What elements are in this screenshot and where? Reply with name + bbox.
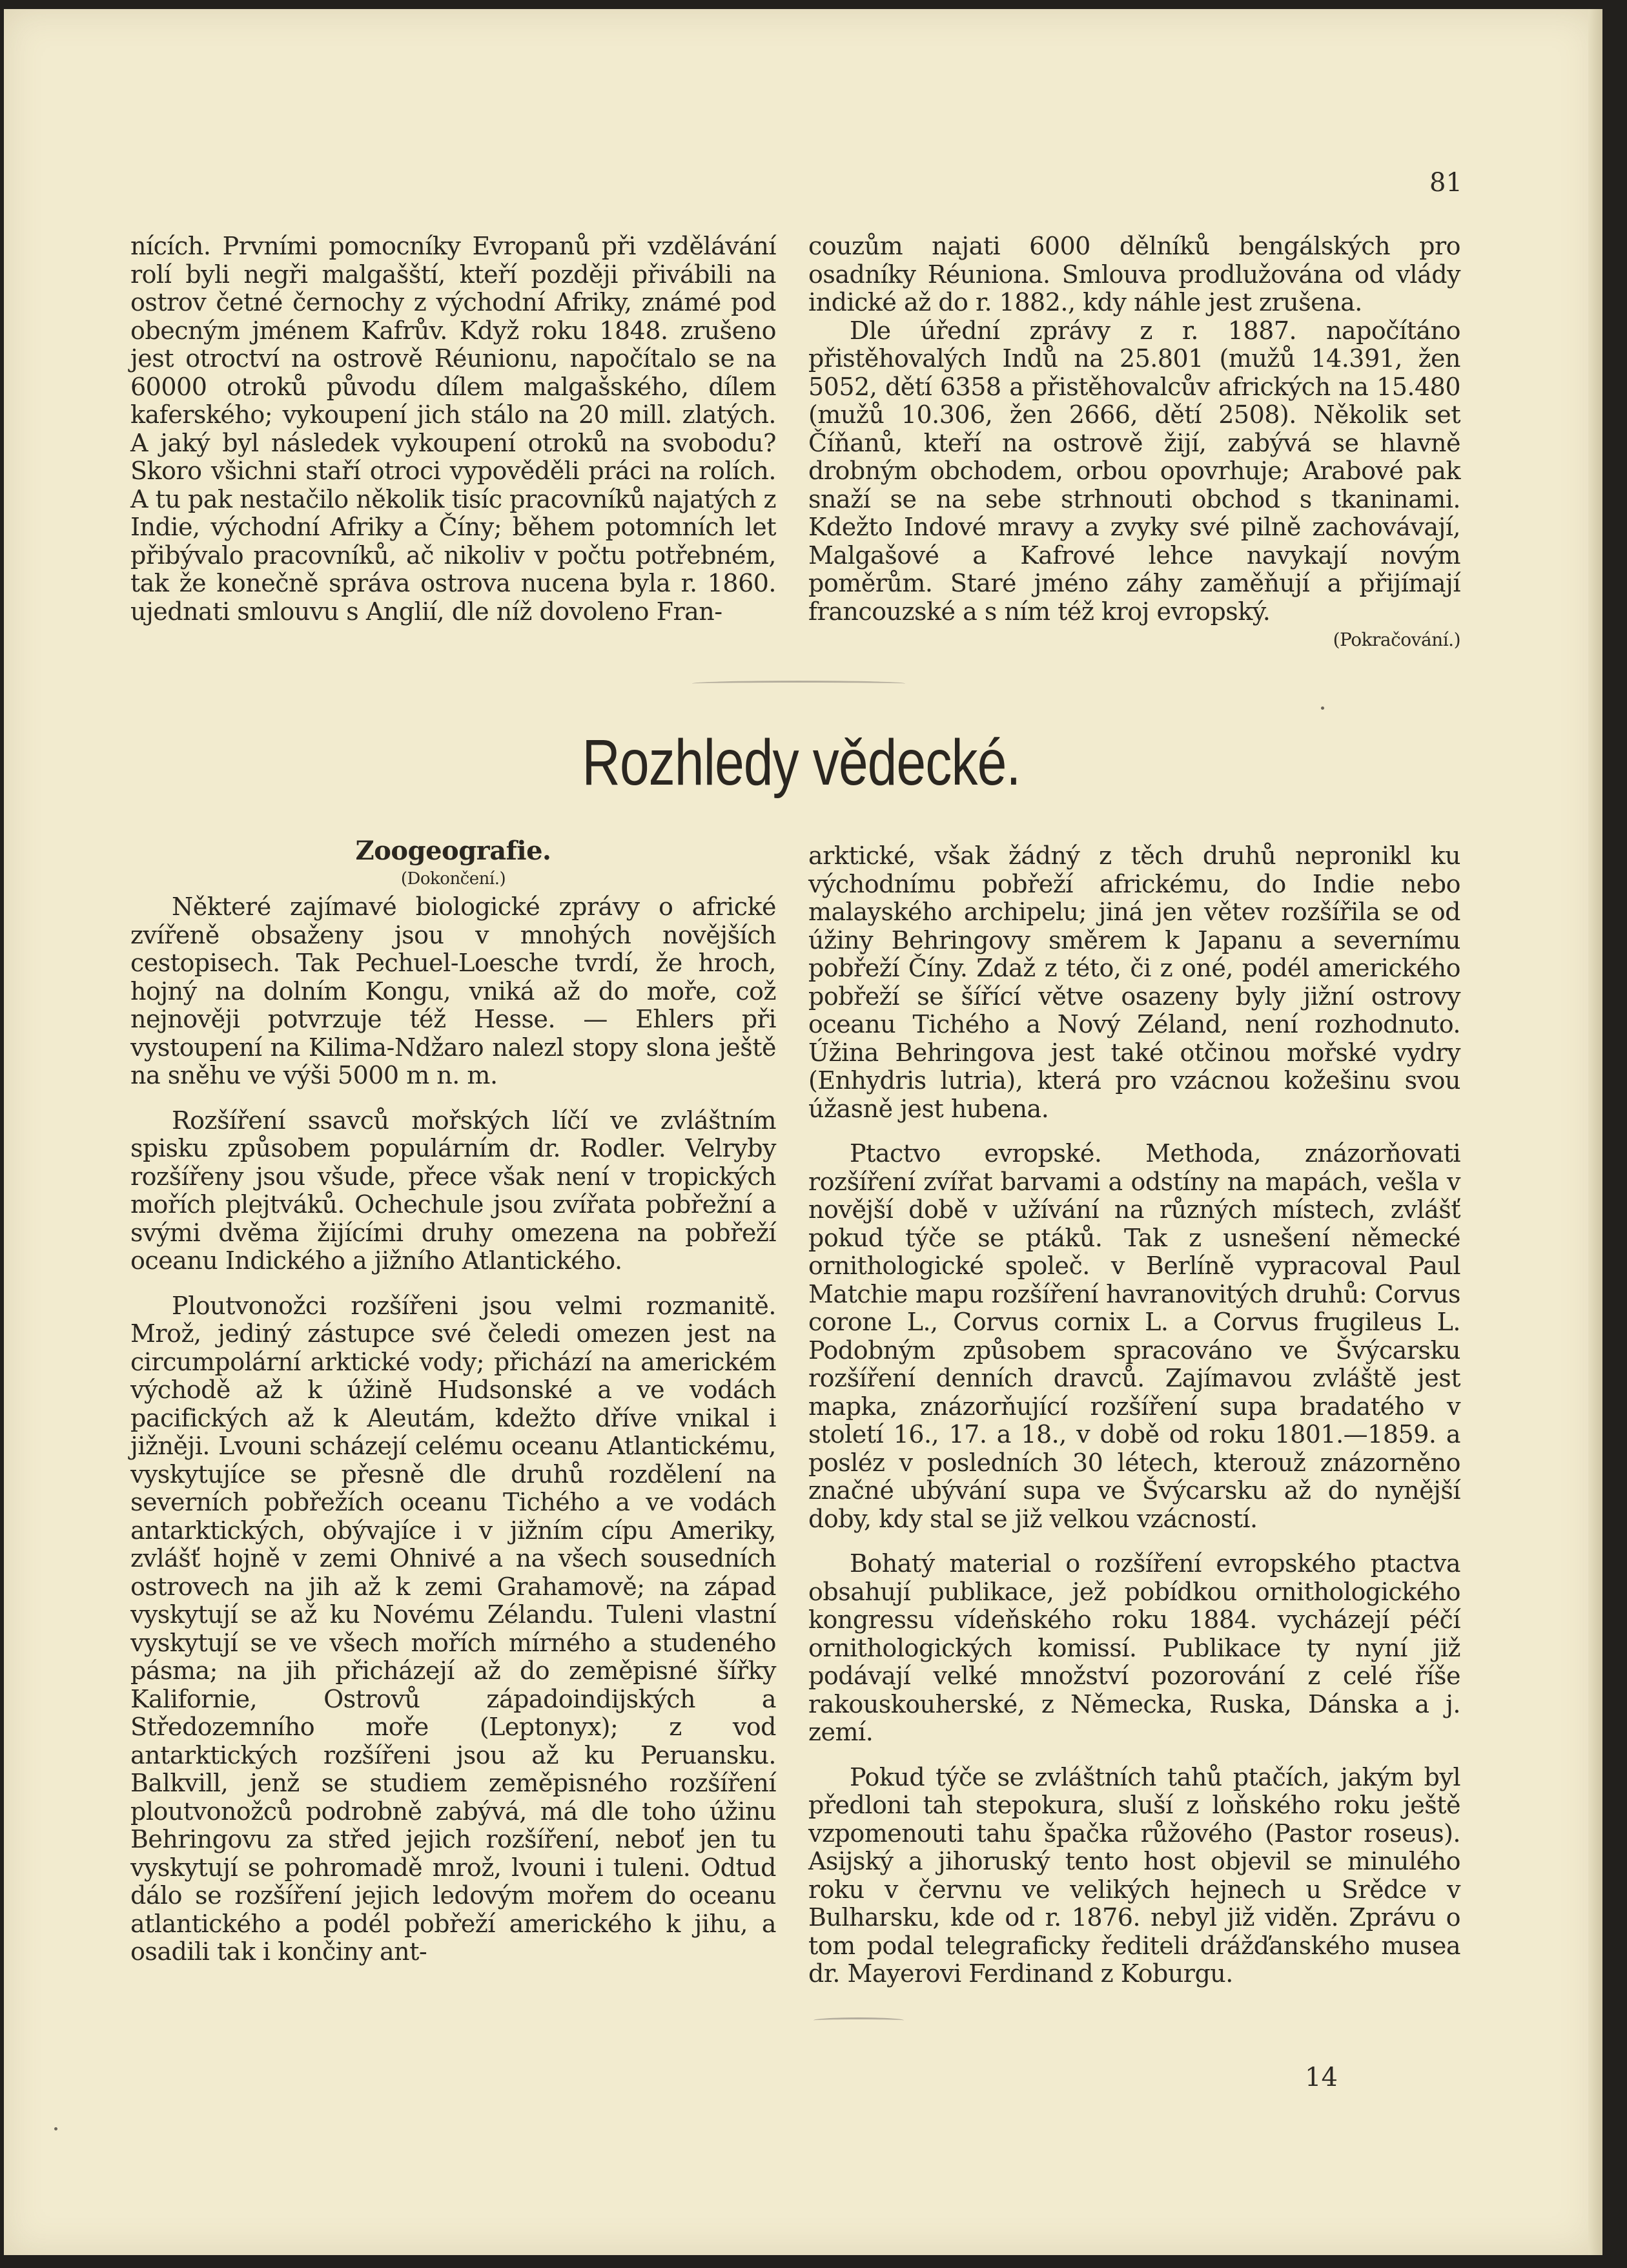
top-left-column [130, 232, 776, 626]
paragraph: Ploutvonožci rozšířeni jsou velmi rozmanitě. Mrož, jediný zástupce své čeledi omezen jest na circumpolární arktické vody; přichází na americkém východě až k úžině Hudsonské a ve vodách pacifických až k Aleutám, kdežto dříve vnikal i jižněji. Lvouni scházejí celému oceanu Atlantickému, vyskytujíce se přesně dle druhů rozdělení na severních pobřežích oceanu Tichého a ve vodách antarktických, obývajíce i v jižním cípu Ameriky, zvlášť hojně v zemi Ohnivé a na všech sousedních ostrovech na jih až k zemi Grahamově; na západ vyskytují se až ku Novému Zélandu. Tuleni vlastní vyskytují se ve všech mořích mírného a studeného pásma; na jih přicházejí až do zeměpisné šířky Kalifornie, Ostrovů západoindijských a Středozemního moře (Leptonyx); z vod antarktických rozšířeni jsou až ku Peruansku. Balkvill, jenž se studiem zeměpisného rozšíření ploutvonožců podrobně zabývá, má dle toho úžinu Behringovu za střed jejich rozšíření, neboť jen tu vyskytují se pohromadě mrož, lvouni i tuleni. Odtud dálo se rozšíření jejich ledovým mořem do oceanu atlantického a podél pobřeží amerického k jihu, a osadili tak i končiny ant- [130, 1291, 776, 1966]
paragraph: Dle úřední zprávy z r. 1887. napočítáno přistěhovalých Indů na 25.801 (mužů 14.391, žen 5052, dětí 6358 a přistěhovalcův afrických na 15.480 (mužů 10.306, žen 2666, dětí 2508). Několik set Číňanů, kteří na ostrově žijí, zabývá se hlavně drobným obchodem, orbou opovrhuje; Arabové pak snaží se na sebe strhnouti obchod s tkaninami. Kdežto Indové mravy a zvyky své pilně zachovávají, Malgašové a Kafrové lehce navykají novým poměrům. Staré jméno záhy zaměňují a přijímají francouzské a s ním též kroj evropský. [808, 316, 1460, 626]
article-left-column [130, 837, 776, 1966]
continued-note: (Pokračování.) [1333, 629, 1460, 650]
page-edge-shadow [1588, 9, 1602, 2255]
page [4, 9, 1599, 2255]
paragraph: Pokud týče se zvláštních tahů ptačích, jakým byl předloni tah stepokura, sluší z loňského roku ještě vzpomenouti tahu špačka růžového (Pastor roseus). Asijský a jihoruský tento host objevil se minulého roku v červnu ve velikých hejnech u Srědce v Bulharsku, kde od r. 1876. nebyl již viděn. Zprávu o tom podal telegraficky řediteli drážďanského musea dr. Mayerovi Ferdinand z Koburgu. [808, 1762, 1460, 1988]
section-divider [692, 681, 905, 686]
paragraph: arktické, však žádný z těch druhů nepronikl ku východnímu pobřeží africkému, do Indie nebo malayského archipelu; jiná jen větev rozšířila se od úžiny Behringovy směrem k Japanu a severnímu pobřeží Číny. Zdaž z této, či z oné, podél amerického pobřeží se šířící větve osazeny byly jižní ostrovy oceanu Tichého a Nový Zéland, není rozhodnuto. Úžina Behringova jest také otčinou mořské vydry (Enhydris lutria), která pro vzácnou kožešinu svou úžasně jest hubena. [808, 841, 1460, 1123]
paper-speck [54, 2127, 57, 2130]
page-number-top: 81 [1429, 168, 1462, 198]
article-note: (Dokončení.) [400, 869, 506, 889]
paragraph: Rozšíření ssavců mořských líčí ve zvláštním spisku způsobem populárním dr. Rodler. Velryby rozšířeny jsou všude, přece však není v tropických mořích plejtváků. Ochechule jsou zvířata pobřežní a svými dvěma žijícími druhy omezena na pobřeží oceanu Indického a jižního Atlantického. [130, 1106, 776, 1275]
paragraph: Některé zajímavé biologické zprávy o africké zvířeně obsaženy jsou v mnohých novějších cestopisech. Tak Pechuel-Loesche tvrdí, že hroch, hojný na dolním Kongu, vniká až do moře, což nejnověji potvrzuje též Hesse. — Ehlers při vystoupení na Kilima-Ndžaro nalezl stopy slona ještě na sněhu ve výši 5000 m n. m. [130, 892, 776, 1089]
paragraph: couzům najati 6000 dělníků bengálských pro osadníky Réuniona. Smlouva prodlužována od vlády indické až do r. 1882., kdy náhle jest zrušena. [808, 232, 1460, 316]
paragraph: Ptactvo evropské. Methoda, znázorňovati rozšíření zvířat barvami a odstíny na mapách, vešla v novější době v užívání na různých místech, zvlášť pokud týče se ptáků. Tak z usnešení německé ornithologické společ. v Berlíně vypracoval Paul Matchie mapu rozšíření havranovitých druhů: Corvus corone L., Corvus cornix L. a Corvus frugileus L. Podobným způsobem spracováno ve Švýcarsku rozšíření denních dravců. Zajímavou zvláště jest mapka, znázorňující rozšíření supa bradatého v století 16., 17. a 18., v době od roku 1801.—1859. a posléz v posledních 30 létech, kterouž znázorněno značné ubývání supa ve Švýcarsku až do nynější doby, kdy stal se již velkou vzácností. [808, 1139, 1460, 1533]
top-right-column [808, 232, 1460, 654]
page-number-bottom: 14 [1305, 2063, 1338, 2092]
article-title: Zoogeografie. [355, 836, 551, 866]
end-divider [814, 2017, 904, 2023]
paragraph: Bohatý material o rozšíření evropského ptactva obsahují publikace, jež pobídkou ornithologického kongressu vídeňského roku 1884. vycházejí péčí ornithologických komissí. Publikace ty nyní již podávají velké množství pozorování z celé říše rakouskouherské, z Německa, Ruska, Dánska a j. zemí. [808, 1549, 1460, 1746]
paragraph: nících. Prvními pomocníky Evropanů při vzdělávání rolí byli negři malgašští, kteří později přivábili na ostrov četné černochy z východní Afriky, známé pod obecným jménem Kafrův. Když roku 1848. zrušeno jest otroctví na ostrově Réunionu, napočítalo se na 60000 otroků původu dílem malgašského, dílem kaferského; vykoupení jich stálo na 20 mill. zlatých. A jaký byl následek vykoupení otroků na svobodu? Skoro všichni staří otroci vypověděli práci na rolích. A tu pak nestačilo několik tisíc pracovníků najatých z Indie, východní Afriky a Číny; během potomních let přibývalo pracovníků, ač nikoliv v počtu potřebném, tak že konečně správa ostrova nucena byla r. 1860. ujednati smlouvu s Anglií, dle níž dovoleno Fran- [130, 232, 776, 626]
section-title: Rozhledy vědecké. [582, 727, 1021, 799]
article-right-column [808, 842, 1460, 1988]
paper-speck [1321, 706, 1324, 710]
